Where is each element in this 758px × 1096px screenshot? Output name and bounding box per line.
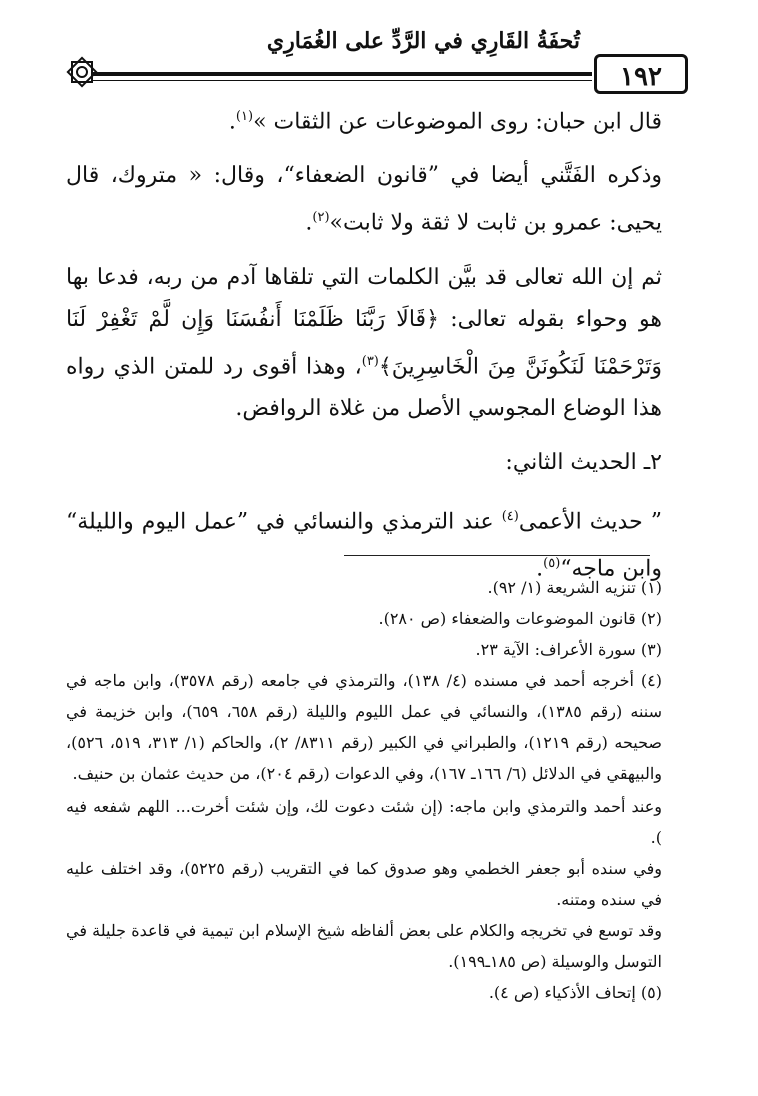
header-rule-thin xyxy=(92,80,592,81)
footnotes xyxy=(66,572,662,1008)
footnote-ref[interactable]: (١) xyxy=(235,109,254,124)
section-heading: ٢ـ الحديث الثاني: xyxy=(505,449,662,475)
footnote: (٣) سورة الأعراف: الآية ٢٣. xyxy=(475,640,662,659)
header-rule-thick xyxy=(92,72,592,76)
footnote-ref[interactable]: (٤) xyxy=(501,508,519,524)
footnote-ref[interactable]: (٢) xyxy=(312,210,330,226)
paragraph: وذكره الفَتَّني أيضا في ”قانون الضعفاء“، وقال: « متروك، قال يحيى: عمرو بن ثابت لا ثقة ولا ثابت»$^{(٢)}$. xyxy=(66,163,662,236)
footnote: (٤) أخرجه أحمد في مسنده (٤/ ١٣٨)، والترمذي في جامعه (رقم ٣٥٧٨)، وابن ماجه في سننه (رقم ١٣٨٥)، والنسائي في عمل الليوم والليلة (رقم ٦٥٨، ٦٥٩)، وابن خزيمة في صحيحه (رقم ١٢١٩)، والطبراني في الكبير (رقم ٨٣١١/ ٢)، والحاكم (١/ ٣١٣، ٥١٩، ٥٢٦)، والبيهقي في الدلائل (٦/ ١٦٦ـ ١٦٧)، وفي الدعوات (رقم ٢٠٤)، من حديث عثمان بن حنيف. xyxy=(66,671,663,783)
footnote-ref[interactable]: (٣) xyxy=(361,353,379,369)
page-number: ١٩٢ xyxy=(594,54,688,94)
paragraph: ثم إن الله تعالى قد بيَّن الكلمات التي تلقاها آدم من ربه، فدعا بها هو وحواء بقوله تعالى: ﴿قَالَا رَبَّنَا ظَلَمْنَا أَنفُسَنَا وَإِن لَّمْ تَغْفِرْ لَنَا وَتَرْحَمْنَا لَنَكُونَنَّ مِنَ الْخَاسِرِينَ﴾$^{(٣)}$، وهذا أقوى رد للمتن الذي رواه هذا الوضاع المجوسي الأصل من غلاة الروافض. xyxy=(66,264,663,421)
footnote-continuation: وعند أحمد والترمذي وابن ماجه: (إن شئت دعوت لك، وإن شئت أخرت... اللهم شفعه فيه ). xyxy=(66,797,662,847)
page-header xyxy=(60,20,700,98)
footnote-ref[interactable]: (٥) xyxy=(543,556,561,572)
footnote-separator xyxy=(344,555,650,556)
footnote: (١) تنزيه الشريعة (١/ ٩٢). xyxy=(487,578,662,597)
star-ornament-icon xyxy=(64,54,100,90)
footnote-continuation: وفي سنده أبو جعفر الخطمي وهو صدوق كما في التقريب (رقم ٥٢٢٥)، وقد اختلف عليه في سنده ومتنه. xyxy=(66,859,662,909)
paragraph: قال ابن حبان: روى الموضوعات عن الثقات »$^{(١)}$. xyxy=(228,109,662,135)
footnote-continuation: وقد توسع في تخريجه والكلام على بعض ألفاظه شيخ الإسلام ابن تيمية في قاعدة جليلة في التوسل والوسيلة (ص ١٨٥ـ١٩٩). xyxy=(66,921,662,971)
footnote: (٢) قانون الموضوعات والضعفاء (ص ٢٨٠). xyxy=(378,609,662,628)
running-title: تُحفَةُ القَارِي في الرَّدِّ على الغُمَارِي xyxy=(266,28,580,54)
main-text xyxy=(66,96,662,603)
footnote: (٥) إتحاف الأذكياء (ص ٤). xyxy=(488,983,662,1002)
paragraph: ” حديث الأعمى$^{(٤)}$ عند الترمذي والنسائي في ”عمل اليوم والليلة“ وابن ماجه“$^{(٥)}$. xyxy=(66,508,663,582)
